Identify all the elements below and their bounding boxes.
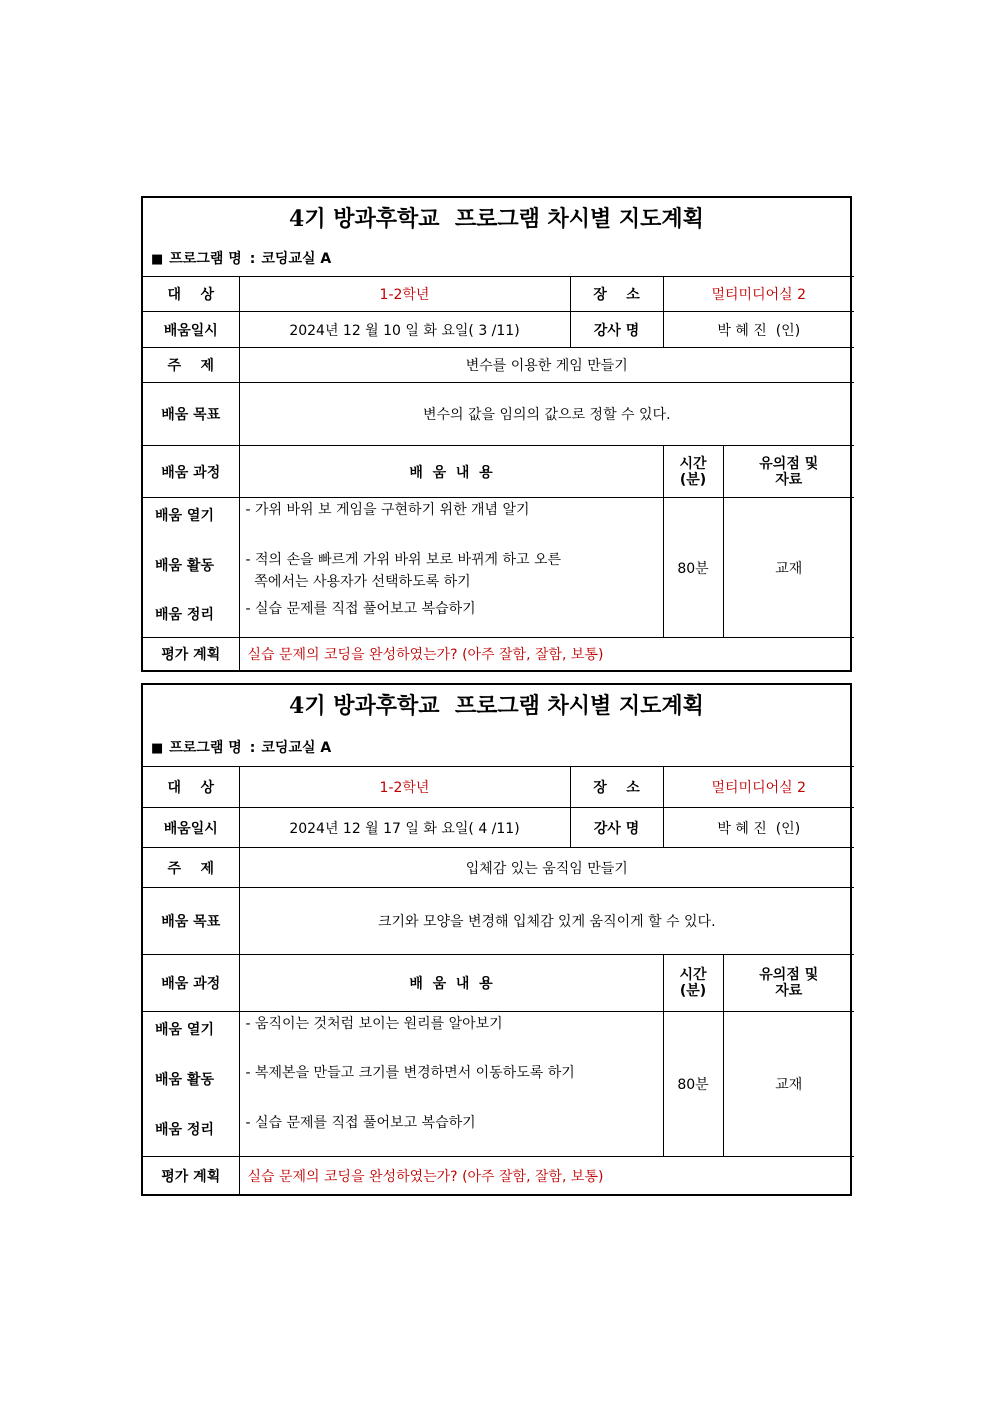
goal-value: 크기와 모양을 변경해 입체감 있게 움직이게 할 수 있다. — [239, 888, 854, 955]
date-value: 2024년 12 월 17 일 화 요일( 4 /11) — [239, 808, 570, 848]
teacher-label: 강사 명 — [570, 312, 663, 348]
plan-header — [143, 685, 850, 767]
content-cell — [239, 1012, 663, 1157]
content-line-1: - 가위 바위 보 게임을 구현하기 위한 개념 알기 — [245, 502, 530, 518]
program-line: ■ 프로그램 명 : 코딩교실 A — [151, 251, 332, 267]
eval-label: 평가 계획 — [143, 1157, 239, 1195]
content-label: 배 움 내 용 — [239, 446, 663, 498]
step-activity: 배움 활동 — [155, 558, 214, 574]
process-label: 배움 과정 — [143, 446, 239, 498]
program-label: 프로그램 명 — [169, 740, 242, 756]
place-label: 장 소 — [570, 277, 663, 312]
eval-label: 평가 계획 — [143, 638, 239, 671]
program-value: 코딩교실 A — [261, 740, 332, 756]
topic-label: 주 제 — [143, 348, 239, 383]
plan-title: 4기 방과후학교 프로그램 차시별 지도계획 — [289, 206, 704, 232]
program-label: 프로그램 명 — [169, 251, 242, 267]
teacher-label: 강사 명 — [570, 808, 663, 848]
goal-value: 변수의 값을 임의의 값으로 정할 수 있다. — [239, 383, 854, 446]
place-label: 장 소 — [570, 767, 663, 808]
content-line-2: - 복제본을 만들고 크기를 변경하면서 이동하도록 하기 — [245, 1065, 575, 1081]
place-value: 멀티미디어실 2 — [663, 277, 854, 312]
eval-value: 실습 문제의 코딩을 완성하였는가? (아주 잘함, 잘함, 보통) — [239, 638, 854, 671]
topic-value: 변수를 이용한 게임 만들기 — [239, 348, 854, 383]
date-label: 배움일시 — [143, 312, 239, 348]
time-label: 시간 (분) — [663, 446, 723, 498]
teacher-value: 박 혜 진 (인) — [663, 312, 854, 348]
date-value: 2024년 12 월 10 일 화 요일( 3 /11) — [239, 312, 570, 348]
plan-header — [143, 198, 850, 277]
topic-label: 주 제 — [143, 848, 239, 888]
topic-value: 입체감 있는 움직임 만들기 — [239, 848, 854, 888]
process-steps — [143, 498, 239, 638]
eval-value: 실습 문제의 코딩을 완성하였는가? (아주 잘함, 잘함, 보통) — [239, 1157, 854, 1195]
note-label: 유의점 및 자료 — [723, 955, 854, 1012]
content-cell — [239, 498, 663, 638]
content-line-3: - 실습 문제를 직접 풀어보고 복습하기 — [245, 1115, 476, 1131]
target-label: 대 상 — [143, 767, 239, 808]
step-closing: 배움 정리 — [155, 607, 214, 623]
step-activity: 배움 활동 — [155, 1072, 214, 1088]
goal-label: 배움 목표 — [143, 888, 239, 955]
time-value: 80분 — [663, 498, 723, 638]
step-closing: 배움 정리 — [155, 1122, 214, 1138]
goal-label: 배움 목표 — [143, 383, 239, 446]
time-value: 80분 — [663, 1012, 723, 1157]
step-opening: 배움 열기 — [155, 508, 214, 524]
content-line-2: - 적의 손을 빠르게 가위 바위 보로 바뀌게 하고 오른 쪽에서는 사용자가 선택하도록 하기 — [245, 552, 562, 590]
note-label: 유의점 및 자료 — [723, 446, 854, 498]
content-label: 배 움 내 용 — [239, 955, 663, 1012]
step-opening: 배움 열기 — [155, 1022, 214, 1038]
plan-title: 4기 방과후학교 프로그램 차시별 지도계획 — [289, 693, 704, 719]
plan-table — [143, 766, 854, 1195]
date-label: 배움일시 — [143, 808, 239, 848]
plan-table — [143, 276, 854, 671]
program-value: 코딩교실 A — [261, 251, 332, 267]
square-bullet-icon: ■ — [151, 252, 164, 267]
lesson-plan-1 — [141, 196, 852, 672]
process-steps — [143, 1012, 239, 1157]
material-value: 교재 — [723, 498, 854, 638]
lesson-plan-2 — [141, 683, 852, 1196]
program-line: ■ 프로그램 명 : 코딩교실 A — [151, 740, 332, 756]
teacher-value: 박 혜 진 (인) — [663, 808, 854, 848]
square-bullet-icon: ■ — [151, 741, 164, 756]
target-label: 대 상 — [143, 277, 239, 312]
material-value: 교재 — [723, 1012, 854, 1157]
target-value: 1-2학년 — [239, 277, 570, 312]
time-label: 시간 (분) — [663, 955, 723, 1012]
content-line-1: - 움직이는 것처럼 보이는 원리를 알아보기 — [245, 1016, 503, 1032]
process-label: 배움 과정 — [143, 955, 239, 1012]
target-value: 1-2학년 — [239, 767, 570, 808]
place-value: 멀티미디어실 2 — [663, 767, 854, 808]
content-line-3: - 실습 문제를 직접 풀어보고 복습하기 — [245, 601, 476, 617]
